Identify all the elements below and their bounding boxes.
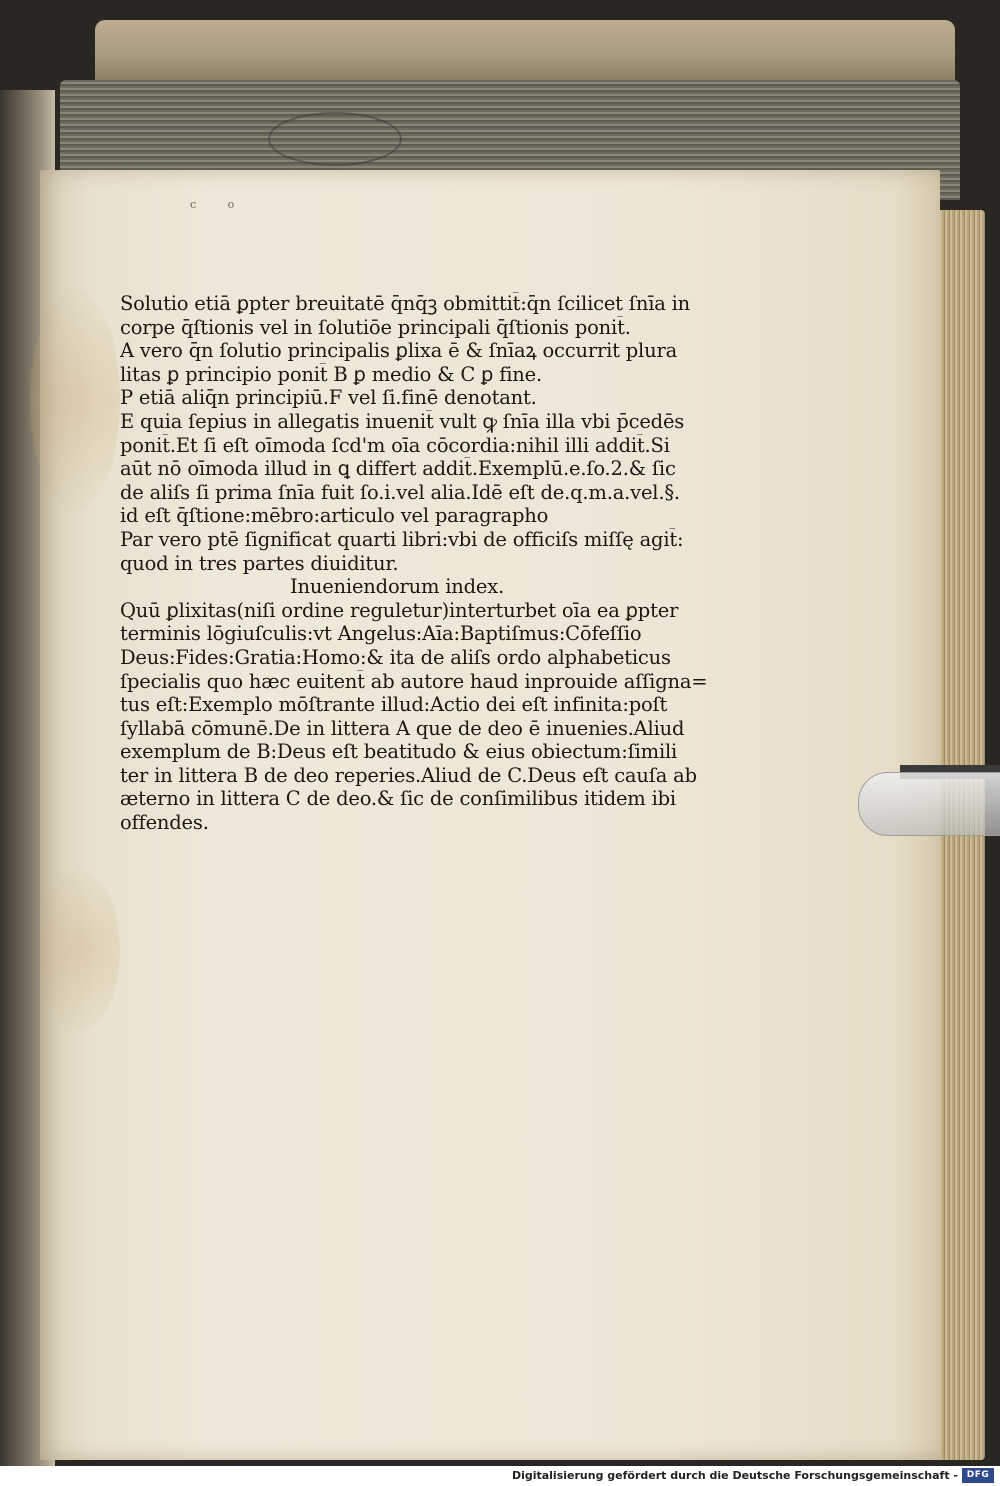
section-heading: Inueniendorum index. [290, 575, 505, 599]
text-line: Quū ꝑlixitas(niſi ordine reguletur)interturbet oīa ea ꝑpter [120, 598, 679, 622]
page-mark: o [227, 198, 235, 211]
text-line: exemplum de B:Deus eſt beatitudo & eius obiectum:ſimili [120, 740, 678, 764]
text-line: æterno in littera C de deo.& ſic de conſimilibus itidem ibi [120, 787, 676, 811]
dfg-logo: DFG [962, 1468, 994, 1483]
text-line: A vero q̄n ſolutio principalis ꝑlixa ē & ſnīaꝝ occurrit plura [120, 339, 678, 363]
text-line: Par vero ptē ſignificat quarti libri:vbi de officiſs miſſę agit̄: [120, 527, 684, 551]
text-line: corpe q̄ſtionis vel in ſolutiōe principali q̄ſtionis ponit̄. [120, 315, 631, 339]
text-line: id eſt q̄ſtione:mēbro:articulo vel paragrapho [120, 504, 549, 528]
page-clip [858, 772, 1000, 836]
book-top-edge [95, 20, 955, 80]
text-line: terminis lōgiuſculis:vt Angelus:Aīa:Baptiſmus:Cōfeſſio [120, 622, 642, 646]
page-marks [190, 198, 234, 211]
text-line: ſpecialis quo hæc euitent̄ ab autore haud inprouide aſſigna= [120, 669, 708, 693]
footer-credit: Digitalisierung gefördert durch die Deutsche Forschungsgemeinschaft - [511, 1469, 958, 1482]
text-line: ter in littera B de deo reperies.Aliud de C.Deus eſt cauſa ab [120, 763, 697, 787]
text-line: de aliſs ſi prima ſnīa fuit ſo.i.vel alia.Idē eſt de.q.m.a.vel.§. [120, 480, 680, 504]
printed-text-block [120, 292, 745, 835]
text-line: offendes. [120, 811, 209, 835]
paper-stain [30, 290, 120, 510]
library-stamp [268, 112, 402, 166]
footer-bar [0, 1466, 1000, 1486]
text-line: litas ꝑ principio ponit̄ B ꝑ medio & C ꝑ fine. [120, 362, 542, 386]
text-line: P etiā aliq̄n principiū.F vel ſi.finē denotant. [120, 386, 537, 410]
text-line: tus eſt:Exemplo mōſtrante illud:Actio dei eſt infinita:poſt [120, 693, 668, 717]
page-mark: c [190, 198, 197, 211]
text-line: ſyllabā cōmunē.De in littera A que de deo ē inuenies.Aliud [120, 716, 685, 740]
text-line: ponit̄.Et ſi eſt oīmoda ſcd'm oīa cōcordia:nihil illi addit̄.Si [120, 433, 670, 457]
paper-stain [40, 870, 120, 1030]
text-line: Deus:Fides:Gratia:Homo:& ita de aliſs ordo alphabeticus [120, 645, 671, 669]
text-line: Solutio etiā ꝑpter breuitatē q̄nq̄ꝫ obmittit̄:q̄n ſcilicet ſnīa in [120, 292, 691, 315]
text-line: aūt nō oīmoda illud in ꝗ differt addit̄.Exemplū.e.ſo.2.& ſic [120, 457, 676, 481]
text-line: E quia ſepius in allegatis inuenit̄ vult ꝙ ſnīa illa vbi p̄cedēs [120, 409, 685, 433]
text-line: quod in tres partes diuiditur. [120, 551, 399, 575]
